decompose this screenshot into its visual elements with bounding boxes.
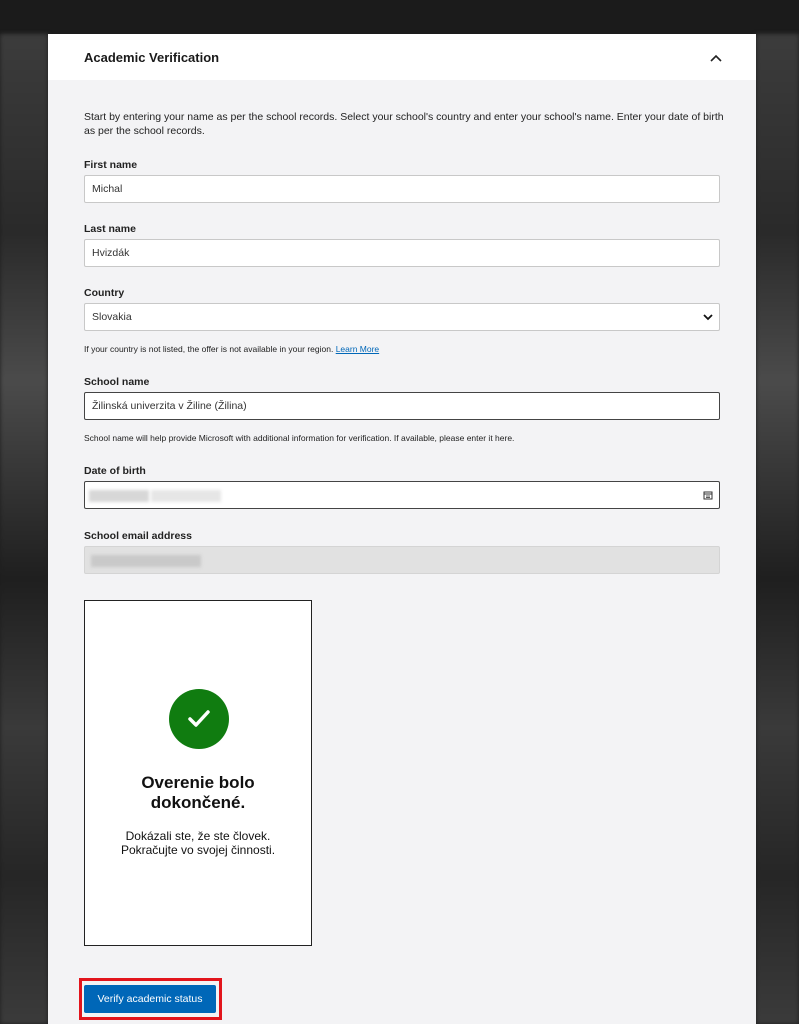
captcha-sub-line2: Pokračujte vo svojej činnosti.	[120, 843, 276, 857]
panel-title: Academic Verification	[84, 50, 220, 65]
background-left	[0, 34, 48, 1024]
background-right	[756, 34, 799, 1024]
dob-field[interactable]	[84, 481, 720, 509]
country-label: Country	[84, 287, 125, 299]
country-help	[84, 344, 379, 354]
dob-redacted	[89, 490, 149, 502]
dob-redacted-2	[151, 490, 221, 502]
last-name-field[interactable]	[84, 239, 720, 267]
email-field	[84, 546, 720, 574]
panel-header[interactable]	[48, 34, 756, 80]
school-name-label: School name	[84, 376, 150, 388]
checkmark-icon	[169, 689, 229, 749]
school-name-value: Žilinská univerzita v Žiline (Žilina)	[92, 400, 247, 412]
verify-academic-status-button[interactable]: Verify academic status	[84, 985, 216, 1013]
school-name-field[interactable]	[84, 392, 720, 420]
collapse-button[interactable]	[704, 46, 728, 70]
chevron-down-icon	[703, 312, 713, 322]
first-name-field[interactable]	[84, 175, 720, 203]
captcha-title-line2: dokončené.	[150, 793, 246, 812]
browser-top-bar	[0, 0, 799, 34]
captcha-frame	[84, 600, 312, 946]
learn-more-link[interactable]: Learn More	[335, 344, 380, 354]
captcha-subtitle	[85, 829, 311, 857]
captcha-title	[85, 773, 311, 813]
calendar-icon[interactable]	[703, 490, 713, 500]
first-name-value: Michal	[92, 183, 123, 195]
last-name-label: Last name	[84, 223, 136, 235]
chevron-up-icon	[709, 51, 723, 65]
intro-text: Start by entering your name as per the school records. Select your school's country and enter your school's name. Enter your date of birth as per the school records.	[84, 111, 724, 137]
email-redacted	[91, 555, 201, 567]
country-help-text: If your country is not listed, the offer is not available in your region.	[84, 344, 334, 354]
captcha-sub-line1: Dokázali ste, že ste človek.	[125, 829, 271, 843]
first-name-label: First name	[84, 159, 138, 171]
email-label: School email address	[84, 530, 192, 542]
country-select[interactable]	[84, 303, 720, 331]
last-name-value: Hvizdák	[92, 247, 130, 259]
academic-verification-panel	[48, 34, 756, 1024]
dob-label: Date of birth	[84, 465, 146, 477]
captcha-title-line1: Overenie bolo	[141, 773, 255, 792]
school-name-help: School name will help provide Microsoft with additional information for verification. If available, please enter it here.	[84, 433, 515, 443]
country-value: Slovakia	[92, 311, 132, 323]
